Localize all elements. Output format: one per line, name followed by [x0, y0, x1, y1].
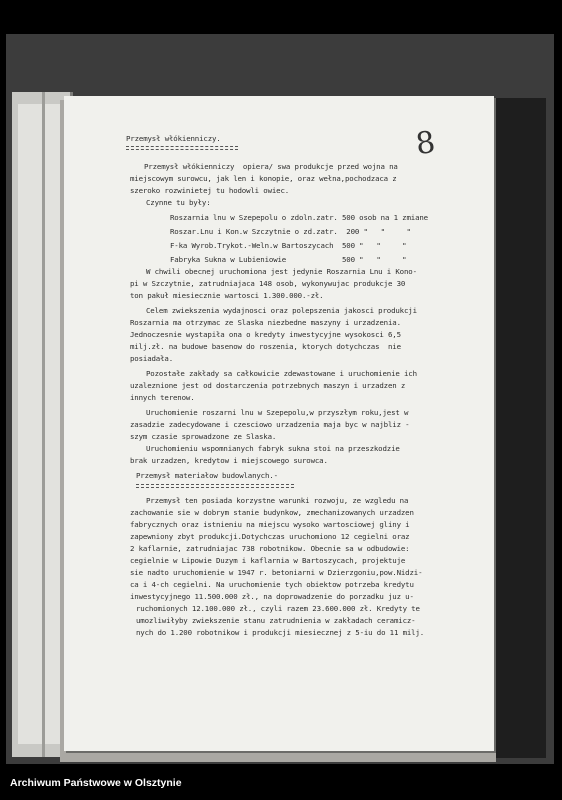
binder-spine — [42, 92, 45, 757]
typed-text-line: Roszar.Lnu i Kon.w Szczytnie o zd.zatr. 200 " " " — [170, 227, 411, 236]
typed-text-line: posiadała. — [130, 354, 173, 363]
document-page — [64, 96, 494, 751]
typed-text-line: Przemysł materiałow budowlanych.- — [136, 471, 278, 480]
heading-underline-double — [136, 487, 294, 488]
typed-text-line: sie nadto uruchomienie w 1947 r. betoniarni w Dzierzgoniu,pow.Nidzi- — [130, 568, 423, 577]
typed-text-line: Czynne tu były: — [146, 198, 211, 207]
typed-text-line: Celem zwiekszenia wydajnosci oraz polepszenia jakosci produkcji — [146, 306, 417, 315]
typed-text-line: Uruchomieniu wspomnianych fabryk sukna stoi na przeszkodzie — [146, 444, 400, 453]
typed-text-line: ruchomionych 12.100.000 zł., czyli razem 23.600.000 zł. Kredyty te — [136, 604, 420, 613]
typed-text-line: miejscowym surowcu, jak len i konopie, oraz wełna,pochodzaca z — [130, 174, 397, 183]
typed-text-line: Roszarnia lnu w Szepepolu o zdoln.zatr. 500 osob na 1 zmiane — [170, 213, 428, 222]
typed-text-line: brak urzadzen, kredytow i miejscowego surowca. — [130, 456, 328, 465]
typed-text-line: ton pakuł miesiecznie wartosci 1.300.000.-zł. — [130, 291, 324, 300]
typed-text-line: zachowanie sie w dobrym stanie budynkow, zmechanizowanych urzadzen — [130, 508, 414, 517]
typed-text-line: uzaleznione jest od dostarczenia potrzebnych maszyn i urzadzen z — [130, 381, 406, 390]
typed-text-line: ca i 4-ch cegielni. Na uruchomienie tych obiektow potrzeba kredytu — [130, 580, 414, 589]
typed-text-line: zapewniony zbyt produkcji.Dotychczas uruchomiono 12 cegielni oraz — [130, 532, 410, 541]
typed-text-line: inwestycyjnego 11.500.000 zł., na doprowadzenie do porzadku juz u- — [130, 592, 414, 601]
typed-text-line: Fabryka Sukna w Lubieniowie 500 " " " — [170, 255, 407, 264]
archive-footer-label: Archiwum Państwowe w Olsztynie — [10, 777, 182, 789]
typed-text-line: Jednoczesnie wystapiła ona o kredyty inwestycyjne wysokosci 6,5 — [130, 330, 401, 339]
typed-text-line: Uruchomienie roszarni lnu w Szepepolu,w przyszłym roku,jest w — [146, 408, 409, 417]
typed-text-line: Przemysł włókienniczy opiera/ swa produkcje przed wojna na — [144, 162, 398, 171]
handwritten-page-number: 8 — [413, 124, 438, 163]
typed-text-line: szeroko rozwinietej tu hodowli owiec. — [130, 186, 290, 195]
typed-text-line: cegielnie w Lipowie Duzym i kaflarnia w Bartoszycach, projektuje — [130, 556, 406, 565]
typed-text-line: Roszarnia ma otrzymac ze Slaska niezbedne maszyny i urzadzenia. — [130, 318, 401, 327]
typed-text-line: Przemysł włókienniczy. — [126, 134, 221, 143]
typed-text-line: umozliwiłyby zwiekszenie stanu zatrudnienia w zakładach ceramicz- — [136, 616, 416, 625]
heading-underline — [126, 146, 238, 147]
typed-text-line: zasadzie zadecydowane i czesciowo urzadzenia maja byc w najbliz - — [130, 420, 410, 429]
typed-text-line: milj.zł. na budowe basenow do roszenia, ktorych dotychczas nie — [130, 342, 401, 351]
typed-text-line: F-ka Wyrob.Trykot.-Weln.w Bartoszycach 500 " " " — [170, 241, 407, 250]
typed-text-line: nych do 1.200 robotnikow i produkcji miesiecznej z 5-iu do 11 milj. — [136, 628, 425, 637]
typed-text-line: Przemysł ten posiada korzystne warunki rozwoju, ze wzgledu na — [146, 496, 409, 505]
typed-text-line: 2 kaflarnie, zatrudniajac 738 robotnikow. Obecnie sa w odbudowie: — [130, 544, 410, 553]
typed-text-line: Pozostałe zakłady sa całkowicie zdewastowane i uruchomienie ich — [146, 369, 417, 378]
typed-text-line: innych terenow. — [130, 393, 195, 402]
heading-underline-double — [126, 149, 238, 150]
typed-text-line: W chwili obecnej uruchomiona jest jedynie Roszarnia Lnu i Kono- — [146, 267, 417, 276]
typed-text-line: pi w Szczytnie, zatrudniajaca 148 osob, wykonywujac produkcje 30 — [130, 279, 406, 288]
typed-text-line: fabrycznych oraz istnieniu na miejscu wysoko wartosciowej gliny i — [130, 520, 410, 529]
heading-underline — [136, 484, 294, 485]
typed-text-line: szym czasie sprowadzone ze Slaska. — [130, 432, 277, 441]
